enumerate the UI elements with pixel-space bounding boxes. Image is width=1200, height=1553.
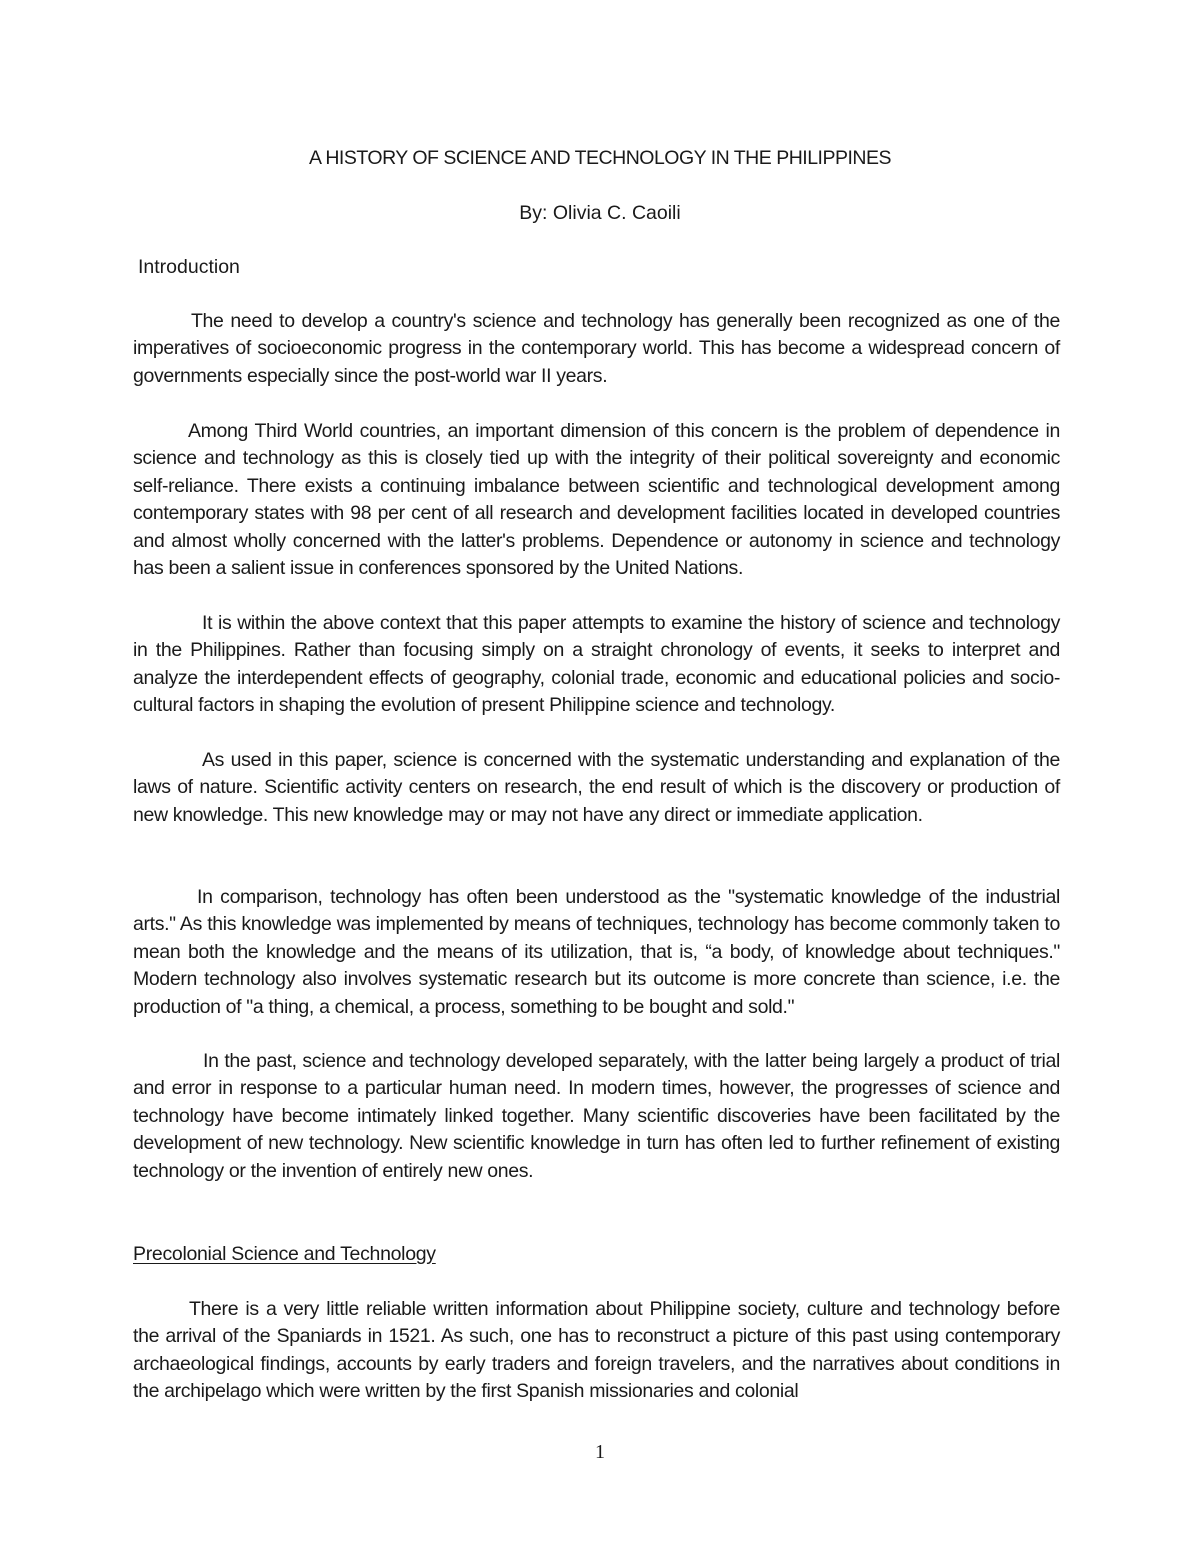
section-heading-precolonial: Precolonial Science and Technology <box>133 1243 436 1265</box>
introduction-heading: Introduction <box>138 256 240 278</box>
paragraph-1: The need to develop a country's science and technology has generally been recognized as one of the imperatives of socioeconomic progress in the contemporary world. This has become a widespread concern of governments especially since the post-world war II years. <box>133 310 1060 387</box>
paragraph-6: In the past, science and technology developed separately, with the latter being largely a product of trial and error in response to a particular human need. In modern times, however, the progresses of science and technology have become intimately linked together. Many scientific discoveries have been facilitated by the development of new technology. New scientific knowledge in turn has often led to further refinement of existing technology or the invention of entirely new ones. <box>133 1050 1060 1182</box>
author-byline: By: Olivia C. Caoili <box>519 202 681 224</box>
paragraph-2: Among Third World countries, an important dimension of this concern is the problem of dependence in science and technology as this is closely tied up with the integrity of their political sovereignty and economic self-reliance. There exists a continuing imbalance between scientific and technological development among contemporary states with 98 per cent of all research and development facilities located in developed countries and almost wholly concerned with the latter's problems. Dependence or autonomy in science and technology has been a salient issue in conferences sponsored by the United Nations. <box>133 420 1060 580</box>
document-title: A HISTORY OF SCIENCE AND TECHNOLOGY IN THE PHILIPPINES <box>308 147 891 169</box>
paragraph-4: As used in this paper, science is concerned with the systematic understanding and explanation of the laws of nature. Scientific activity centers on research, the end result of which is the discovery or production of new knowledge. This new knowledge may or may not have any direct or immediate application. <box>133 749 1060 826</box>
paragraph-5: In comparison, technology has often been understood as the "systematic knowledge of the industrial arts." As this knowledge was implemented by means of techniques, technology has become commonly taken to mean both the knowledge and the means of its utilization, that is, “a body, of knowledge about techniques." Modern technology also involves systematic research but its outcome is more concrete than science, i.e. the production of "a thing, a chemical, a process, something to be bought and sold." <box>133 886 1060 1018</box>
page-number: 1 <box>595 1441 605 1463</box>
paragraph-3: It is within the above context that this paper attempts to examine the history of science and technology in the Philippines. Rather than focusing simply on a straight chronology of events, it seeks to interpret and analyze the interdependent effects of geography, colonial trade, economic and educational policies and socio-cultural factors in shaping the evolution of present Philippine science and technology. <box>133 612 1060 717</box>
section-paragraph-1: There is a very little reliable written information about Philippine society, culture and technology before the arrival of the Spaniards in 1521. As such, one has to reconstruct a picture of this past using contemporary archaeological findings, accounts by early traders and foreign travelers, and the narratives about conditions in the archipelago which were written by the first Spanish missionaries and colonial <box>133 1298 1060 1403</box>
